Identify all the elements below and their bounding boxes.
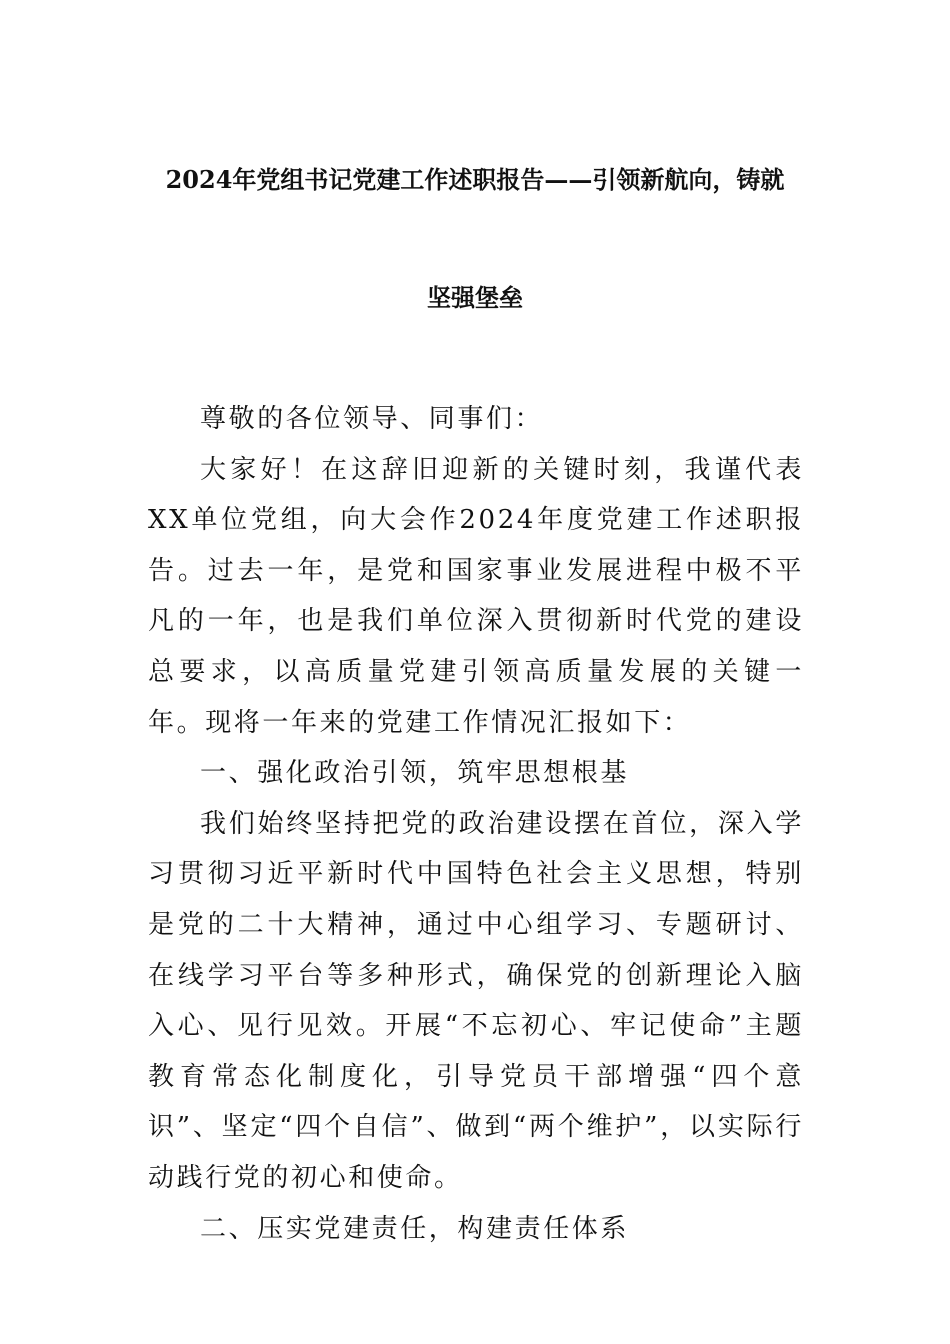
section-heading-2: 二、压实党建责任，构建责任体系 (200, 1213, 630, 1244)
intro-paragraph: 大家好！在这辞旧迎新的关键时刻，我谨代表XX单位党组，向大会作2024年度党建工作述职报告。过去一年，是党和国家事业发展进程中极不平凡的一年，也是我们单位深入贯彻新时代党的建设总要求，以高质量党建引领高质量发展的关键一年。现将一年来的党建工作情况汇报如下： (148, 454, 804, 738)
document-body (148, 394, 804, 1254)
section-1-paragraph: 我们始终坚持把党的政治建设摆在首位，深入学习贯彻习近平新时代中国特色社会主义思想，特别是党的二十大精神，通过中心组学习、专题研讨、在线学习平台等多种形式，确保党的创新理论入脑入心、见行见效。开展“不忘初心、牢记使命”主题教育常态化制度化，引导党员干部增强“四个意识”、坚定“四个自信”、做到“两个维护”，以实际行动践行党的初心和使命。 (148, 808, 804, 1193)
salutation: 尊敬的各位领导、同事们： (200, 404, 544, 434)
section-heading-1: 一、强化政治引领，筑牢思想根基 (200, 758, 630, 789)
document-title-line-1: 2024年党组书记党建工作述职报告——引领新航向，铸就 (165, 165, 785, 194)
document-title-line-2: 坚强堡垒 (427, 283, 523, 312)
